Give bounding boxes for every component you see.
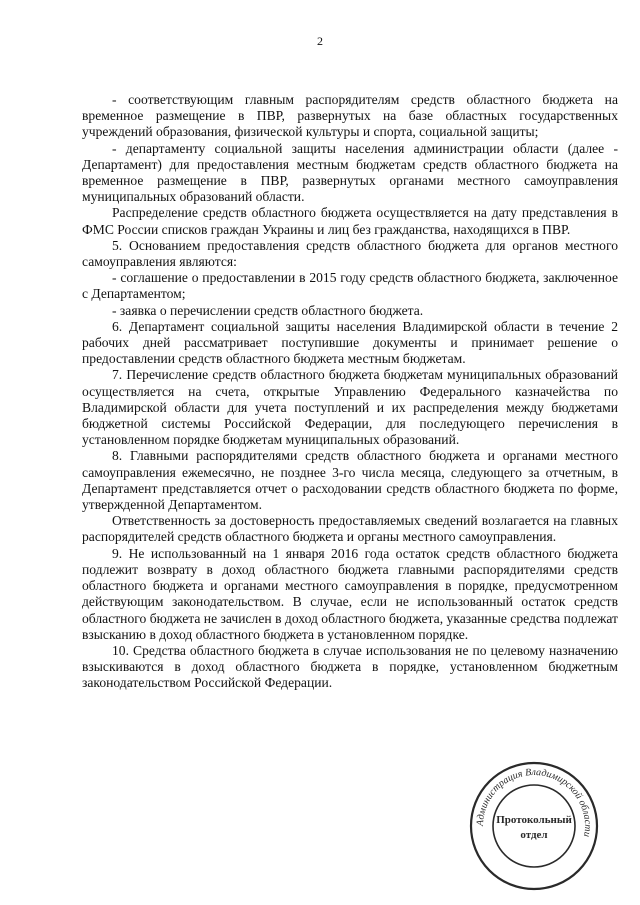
stamp-ring-text: Администрация Владимирской области	[474, 766, 594, 838]
paragraph-10: Ответственность за достоверность предоставляемых сведений возлагается на главных распорядителей средств областного бюджета и органы местного самоуправления.	[82, 513, 618, 545]
paragraph-5: - соглашение о предоставлении в 2015 году средств областного бюджета, заключенное с Департаментом;	[82, 270, 618, 302]
paragraph-2: - департаменту социальной защиты населения администрации области (далее - Департамент) для предоставления местным бюджетам средств областного бюджета на временное размещение в ПВР, развернутых органами местного самоуправления муниципальных образований области.	[82, 140, 618, 205]
stamp-outer-ring	[471, 763, 597, 889]
paragraph-11: 9. Не использованный на 1 января 2016 года остаток средств областного бюджета подлежит возврату в доход областного бюджета главными распорядителями средств областного бюджета и органами местного самоуправления в порядке, предусмотренном действующим законодательством. В случае, если не использованный остаток средств областного бюджета не зачислен в доход областного бюджета, указанные средства подлежат взысканию в доход областного бюджета в установленном порядке.	[82, 545, 618, 642]
document-body	[82, 92, 618, 692]
paragraph-9: 8. Главными распорядителями средств областного бюджета и органами местного самоуправления ежемесячно, не позднее 3-го числа месяца, следующего за отчетным, в Департамент представляется отчет о расходовании средств областного бюджета по форме, утвержденной Департаментом.	[82, 448, 618, 513]
stamp-inner-ring	[493, 785, 575, 867]
stamp-center-line2: отдел	[520, 829, 548, 841]
paragraph-7: 6. Департамент социальной защиты населения Владимирской области в течение 2 рабочих дней рассматривает поступившие документы и принимает решение о предоставлении средств областного бюджета местным бюджетам.	[82, 318, 618, 367]
official-stamp	[468, 760, 600, 892]
page-number: 2	[317, 34, 323, 48]
paragraph-3: Распределение средств областного бюджета осуществляется на дату представления в ФМС России списков граждан Украины и лиц без гражданства, находящихся в ПВР.	[82, 205, 618, 237]
paragraph-4: 5. Основанием предоставления средств областного бюджета для органов местного самоуправления являются:	[82, 237, 618, 270]
paragraph-1: - соответствующим главным распорядителям средств областного бюджета на временное размещение в ПВР, развернутых на базе областных государственных учреждений образования, физической культуры и спорта, социальной защиты;	[82, 92, 618, 140]
stamp-center-line1: Протокольный	[496, 814, 572, 826]
paragraph-6: - заявка о перечислении средств областного бюджета.	[112, 302, 424, 318]
paragraph-8: 7. Перечисление средств областного бюджета бюджетам муниципальных образований осуществляется на счета, открытые Управлению Федерального казначейства по Владимирской области для учета поступлений и их распределения между бюджетами бюджетной системы Российской Федерации, для последующего перечисления в установленном порядке бюджетам муниципальных образований.	[82, 367, 618, 448]
paragraph-12: 10. Средства областного бюджета в случае использования не по целевому назначению взыскиваются в доход областного бюджета в порядке, установленном бюджетным законодательством Российской Федерации.	[82, 642, 618, 691]
